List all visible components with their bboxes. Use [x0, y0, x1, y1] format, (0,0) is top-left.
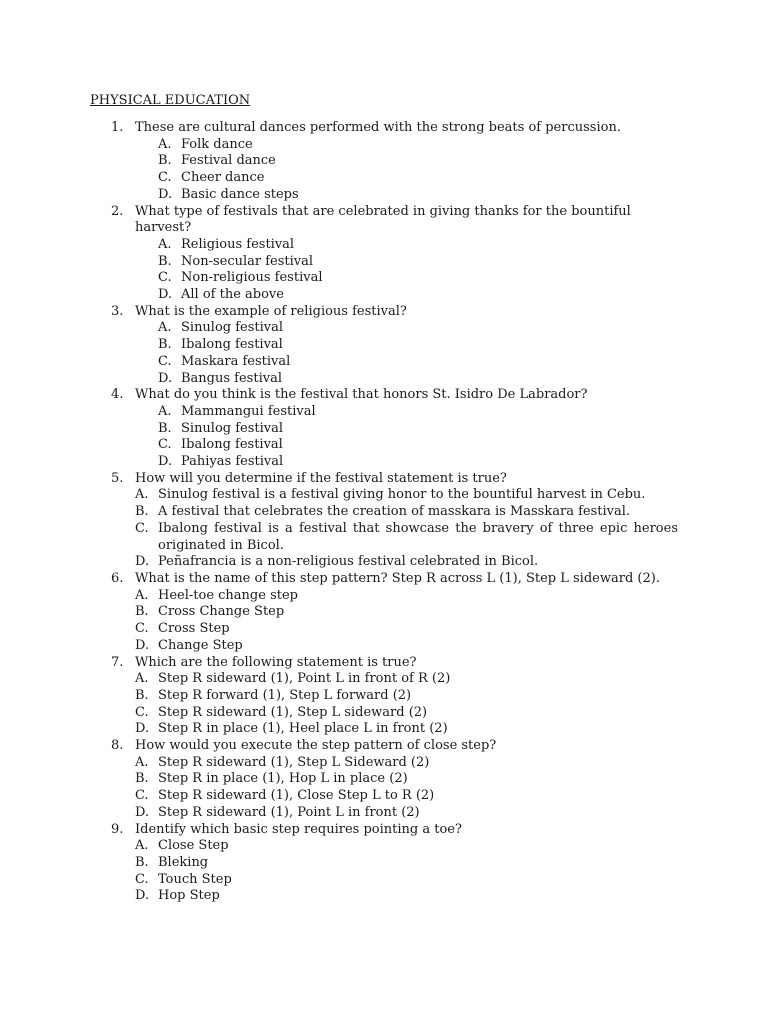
answer-option — [158, 354, 678, 371]
option-letter: D. — [158, 454, 173, 470]
option-list — [135, 838, 678, 905]
option-text: Non-secular festival — [181, 253, 314, 269]
answer-option — [135, 554, 678, 571]
option-text: Step R sideward (1), Point L in front (2) — [158, 804, 420, 820]
option-text: Folk dance — [181, 136, 253, 152]
option-text: Cheer dance — [181, 170, 265, 186]
option-text: Basic dance steps — [181, 186, 299, 202]
option-text: Non-religious festival — [181, 270, 323, 286]
option-text: Cross Change Step — [158, 604, 285, 620]
option-list — [135, 137, 678, 204]
option-letter: D. — [158, 186, 173, 202]
answer-option — [135, 521, 678, 554]
option-text: Close Step — [158, 838, 229, 854]
question-item — [0, 822, 768, 906]
option-list — [135, 404, 678, 471]
question-text: How will you determine if the festival statement is true? — [135, 470, 507, 486]
option-list — [135, 588, 678, 655]
option-letter: A. — [158, 403, 172, 419]
option-letter: A. — [158, 236, 172, 252]
option-letter: D. — [135, 804, 150, 820]
question-item — [0, 738, 768, 822]
option-letter: B. — [135, 504, 149, 520]
option-letter: B. — [135, 604, 149, 620]
option-letter: D. — [158, 287, 173, 303]
option-text: Peñafrancia is a non-religious festival celebrated in Bicol. — [158, 554, 539, 570]
option-text: Step R sideward (1), Step L sideward (2) — [158, 704, 428, 720]
question-number: 4. — [111, 387, 124, 403]
option-letter: D. — [135, 888, 150, 904]
question-number: 1. — [111, 120, 124, 135]
question-text: What do you think is the festival that honors St. Isidro De Labrador? — [135, 387, 588, 403]
answer-option — [135, 504, 678, 521]
option-list — [135, 755, 678, 822]
answer-option — [158, 454, 678, 471]
option-letter: C. — [135, 704, 149, 720]
answer-option — [158, 287, 678, 304]
page-title: PHYSICAL EDUCATION — [90, 93, 251, 108]
answer-option — [135, 588, 678, 605]
answer-option — [135, 855, 678, 872]
question-number: 2. — [111, 203, 124, 219]
answer-option — [158, 254, 678, 271]
option-letter: B. — [158, 420, 172, 436]
answer-option — [158, 237, 678, 254]
option-text: Bleking — [158, 854, 209, 870]
answer-option — [135, 487, 678, 504]
option-text: Sinulog festival is a festival giving honor to the bountiful harvest in Cebu. — [158, 487, 646, 503]
option-letter: A. — [135, 838, 149, 854]
answer-option — [135, 621, 678, 638]
option-text: Festival dance — [181, 153, 276, 169]
question-number: 3. — [111, 303, 124, 319]
option-letter: B. — [158, 153, 172, 169]
answer-option — [135, 688, 678, 705]
option-list — [135, 671, 678, 738]
question-text: What is the example of religious festival? — [135, 303, 407, 319]
question-list — [0, 120, 768, 905]
question-item — [0, 204, 768, 304]
question-number: 6. — [111, 570, 124, 586]
answer-option — [158, 187, 678, 204]
option-letter: B. — [158, 253, 172, 269]
answer-option — [158, 421, 678, 438]
option-letter: C. — [135, 871, 149, 887]
option-letter: B. — [135, 771, 149, 787]
option-letter: A. — [158, 320, 172, 336]
option-text: Ibalong festival — [181, 337, 283, 353]
option-text: Religious festival — [181, 236, 295, 252]
question-text: How would you execute the step pattern of close step? — [135, 738, 497, 754]
option-letter: C. — [158, 353, 172, 369]
answer-option — [135, 638, 678, 655]
option-letter: A. — [135, 671, 149, 687]
option-text: A festival that celebrates the creation of masskara is Masskara festival. — [158, 504, 631, 520]
option-letter: B. — [158, 337, 172, 353]
option-text: Sinulog festival — [181, 320, 284, 336]
question-text: These are cultural dances performed with the strong beats of percussion. — [135, 120, 621, 135]
option-letter: D. — [135, 554, 150, 570]
question-item — [0, 655, 768, 739]
option-text: Mammangui festival — [181, 403, 316, 419]
question-item — [0, 120, 768, 204]
option-text: Step R sideward (1), Point L in front of R (2) — [158, 671, 451, 687]
question-item — [0, 387, 768, 471]
answer-option — [158, 153, 678, 170]
option-text: Maskara festival — [181, 353, 291, 369]
option-letter: B. — [135, 854, 149, 870]
answer-option — [135, 771, 678, 788]
option-list — [135, 487, 678, 571]
option-text: Sinulog festival — [181, 420, 284, 436]
option-text: Change Step — [158, 637, 243, 653]
option-text: Step R in place (1), Heel place L in front (2) — [158, 721, 448, 737]
option-letter: D. — [135, 637, 150, 653]
question-number: 7. — [111, 654, 124, 670]
question-number: 9. — [111, 821, 124, 837]
answer-option — [135, 838, 678, 855]
question-text: What type of festivals that are celebrated in giving thanks for the bountiful harvest? — [135, 203, 631, 236]
answer-option — [135, 705, 678, 722]
option-letter: A. — [135, 587, 149, 603]
question-text: Which are the following statement is true? — [135, 654, 417, 670]
option-letter: A. — [158, 136, 172, 152]
option-letter: A. — [135, 754, 149, 770]
answer-option — [158, 320, 678, 337]
option-text: Touch Step — [158, 871, 232, 887]
option-text: Step R in place (1), Hop L in place (2) — [158, 771, 408, 787]
option-letter: A. — [135, 487, 149, 503]
answer-option — [135, 721, 678, 738]
question-item — [0, 304, 768, 388]
option-text: All of the above — [181, 287, 284, 303]
option-text: Step R sideward (1), Close Step L to R (2) — [158, 788, 435, 804]
option-letter: C. — [135, 520, 149, 536]
question-text: Identify which basic step requires pointing a toe? — [135, 821, 462, 837]
option-letter: C. — [135, 788, 149, 804]
option-text: Step R sideward (1), Step L Sideward (2) — [158, 754, 430, 770]
answer-option — [158, 404, 678, 421]
answer-option — [135, 788, 678, 805]
option-list — [135, 320, 678, 387]
question-text: What is the name of this step pattern? Step R across L (1), Step L sideward (2). — [135, 570, 660, 586]
answer-option — [158, 371, 678, 388]
option-letter: B. — [135, 687, 149, 703]
answer-option — [158, 270, 678, 287]
option-text: Bangus festival — [181, 370, 282, 386]
option-letter: C. — [158, 270, 172, 286]
option-text: Ibalong festival is a festival that showcase the bravery of three epic heroes originated in Bicol. — [158, 520, 678, 553]
option-letter: C. — [135, 621, 149, 637]
answer-option — [135, 872, 678, 889]
answer-option — [158, 437, 678, 454]
answer-option — [158, 170, 678, 187]
option-text: Ibalong festival — [181, 437, 283, 453]
option-letter: C. — [158, 170, 172, 186]
answer-option — [135, 888, 678, 905]
option-letter: C. — [158, 437, 172, 453]
question-item — [0, 471, 768, 571]
option-list — [135, 237, 678, 304]
answer-option — [135, 604, 678, 621]
answer-option — [135, 755, 678, 772]
answer-option — [158, 137, 678, 154]
option-text: Step R forward (1), Step L forward (2) — [158, 687, 412, 703]
option-letter: D. — [135, 721, 150, 737]
answer-option — [135, 671, 678, 688]
option-text: Pahiyas festival — [181, 454, 284, 470]
question-number: 8. — [111, 738, 124, 754]
question-item — [0, 571, 768, 655]
answer-option — [158, 337, 678, 354]
option-letter: D. — [158, 370, 173, 386]
option-text: Heel-toe change step — [158, 587, 298, 603]
option-text: Hop Step — [158, 888, 220, 904]
answer-option — [135, 805, 678, 822]
question-number: 5. — [111, 470, 124, 486]
option-text: Cross Step — [158, 621, 230, 637]
